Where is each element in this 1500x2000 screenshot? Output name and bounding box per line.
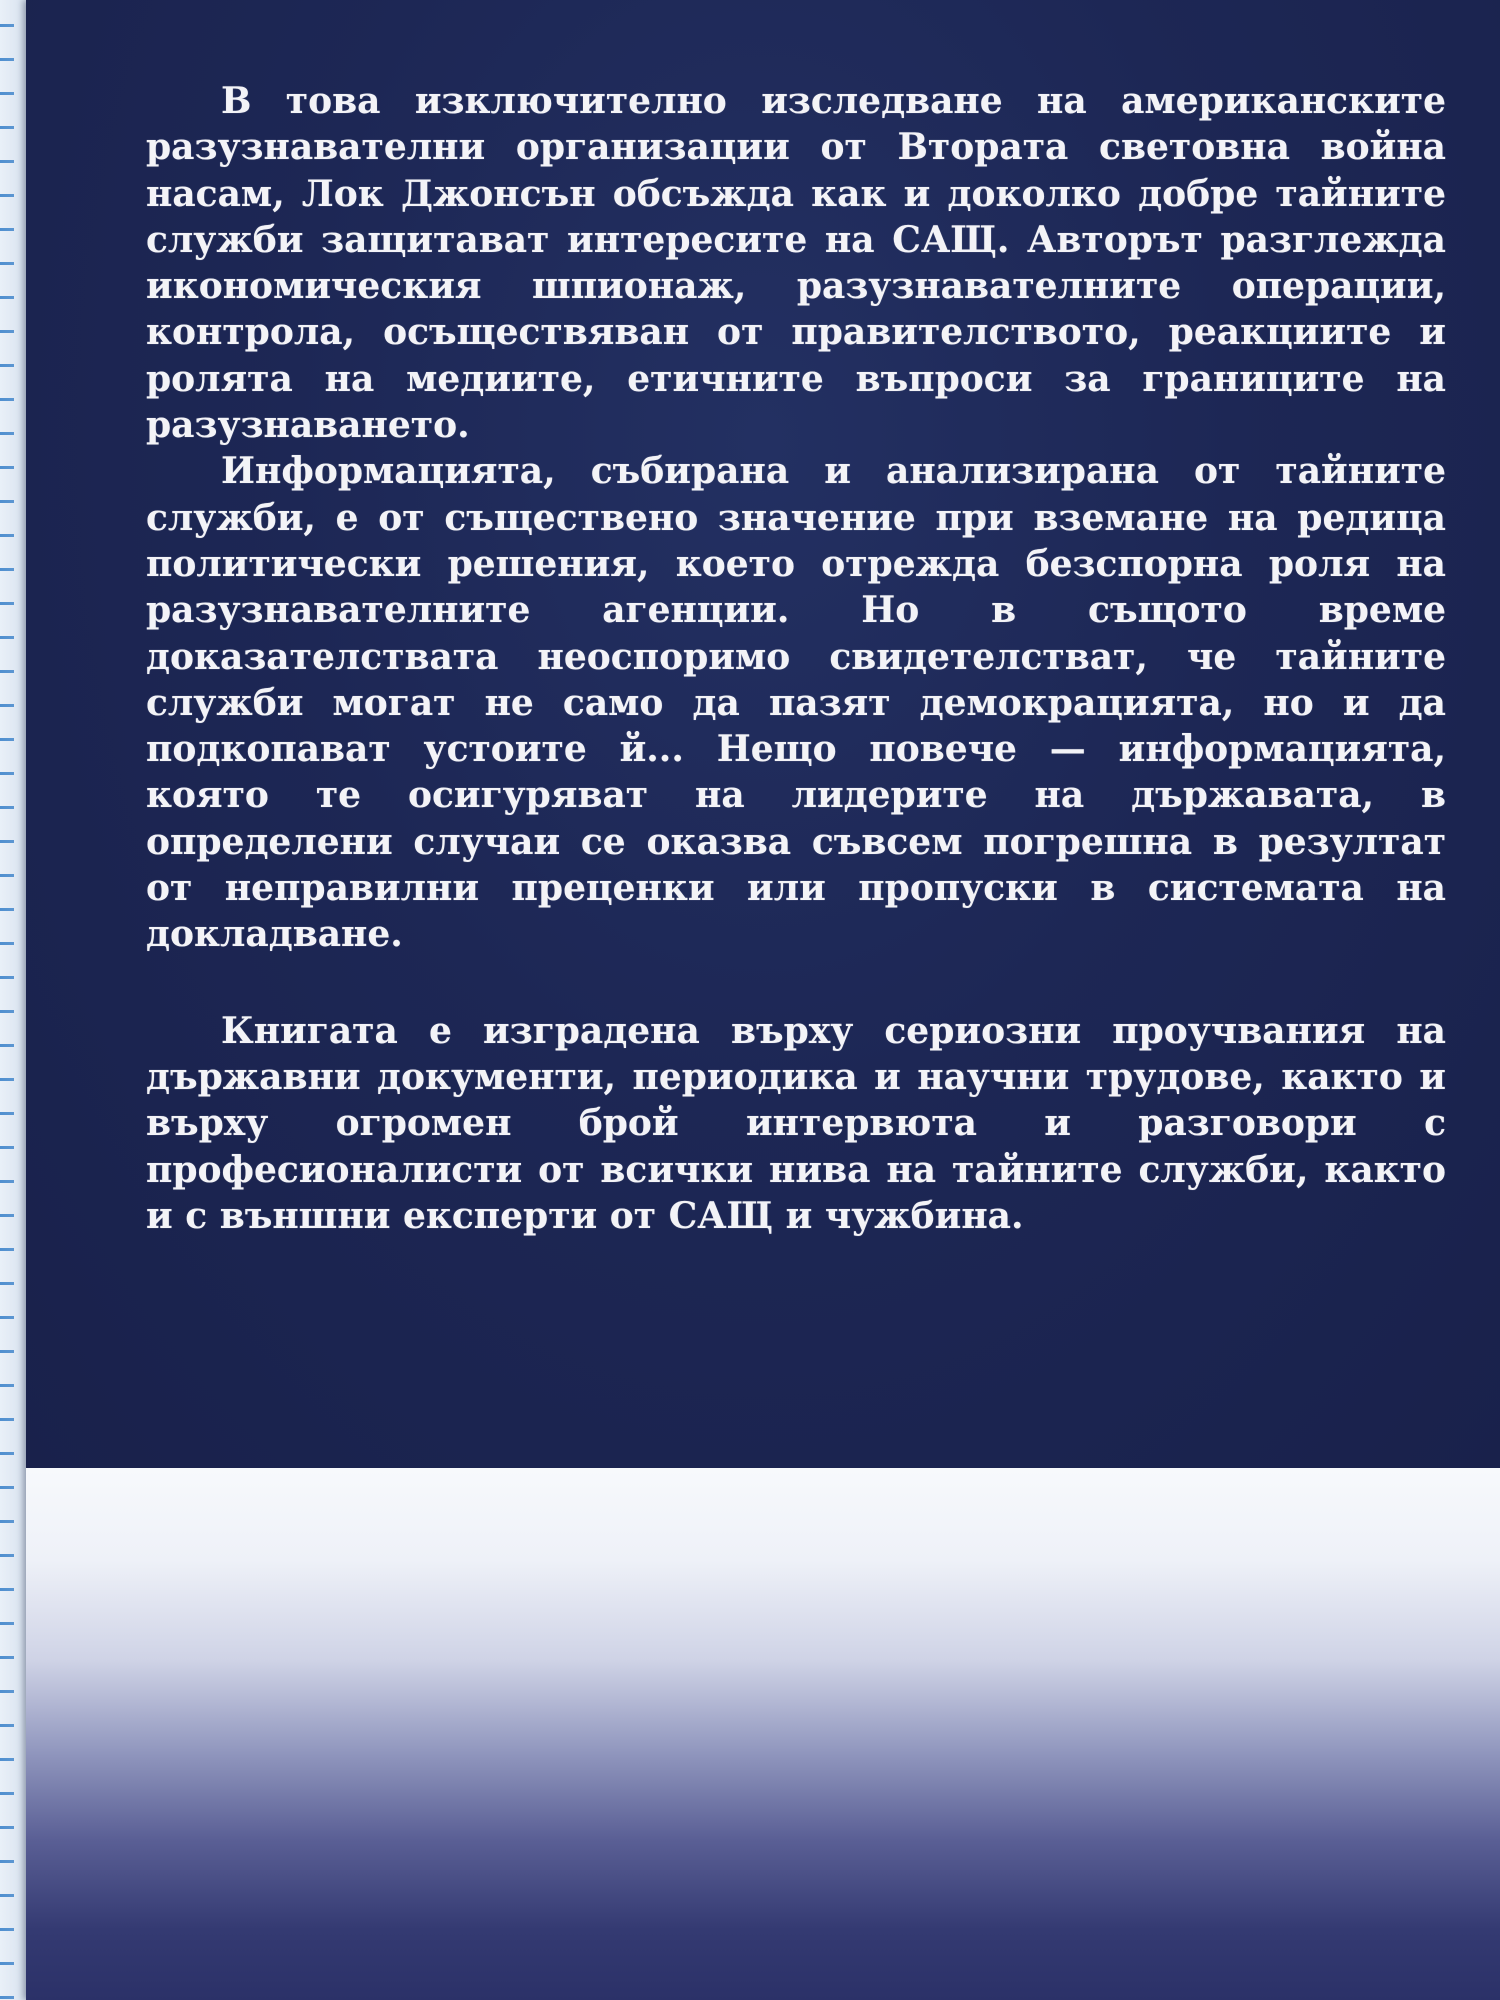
blurb-text [146, 78, 1446, 1239]
book-back-cover [26, 0, 1500, 2000]
blurb-panel [26, 0, 1500, 1468]
blurb-paragraph-3: Книгата е изградена върху сериозни проучвания на държавни документи, периодика и научни трудове, както и върху огромен брой интервюта и разговори с професионалисти от всички нива на тайните служби, както и с външни експерти от САЩ и чужбина. [146, 1009, 1446, 1237]
blurb-paragraph-1: В това изключително изследване на американските разузнавателни организации от Втората световна война насам, Лок Джонсън обсъжда как и доколко добре тайните служби защитават интересите на САЩ. Авторът разглежда икономическия шпионаж, разузнавателните операции, контрола, осъществяван от правителството, реакциите и ролята на медиите, етичните въпроси за границите на разузнаването. [146, 80, 1446, 447]
blurb-paragraph-2: Информацията, събирана и анализирана от тайните служби, е от съществено значение при вземане на редица политически решения, което отрежда безспорна роля на разузнавателните агенции. Но в същото време доказателствата неоспоримо свидетелстват, че тайните служби могат не само да пазят демокрацията, но и да подкопават устоите й... Нещо повече — информацията, която те осигуряват на лидерите на държавата, в определени случаи се оказва съвсем погрешна в резултат от неправилни преценки или пропуски в системата на докладване. [146, 450, 1446, 956]
